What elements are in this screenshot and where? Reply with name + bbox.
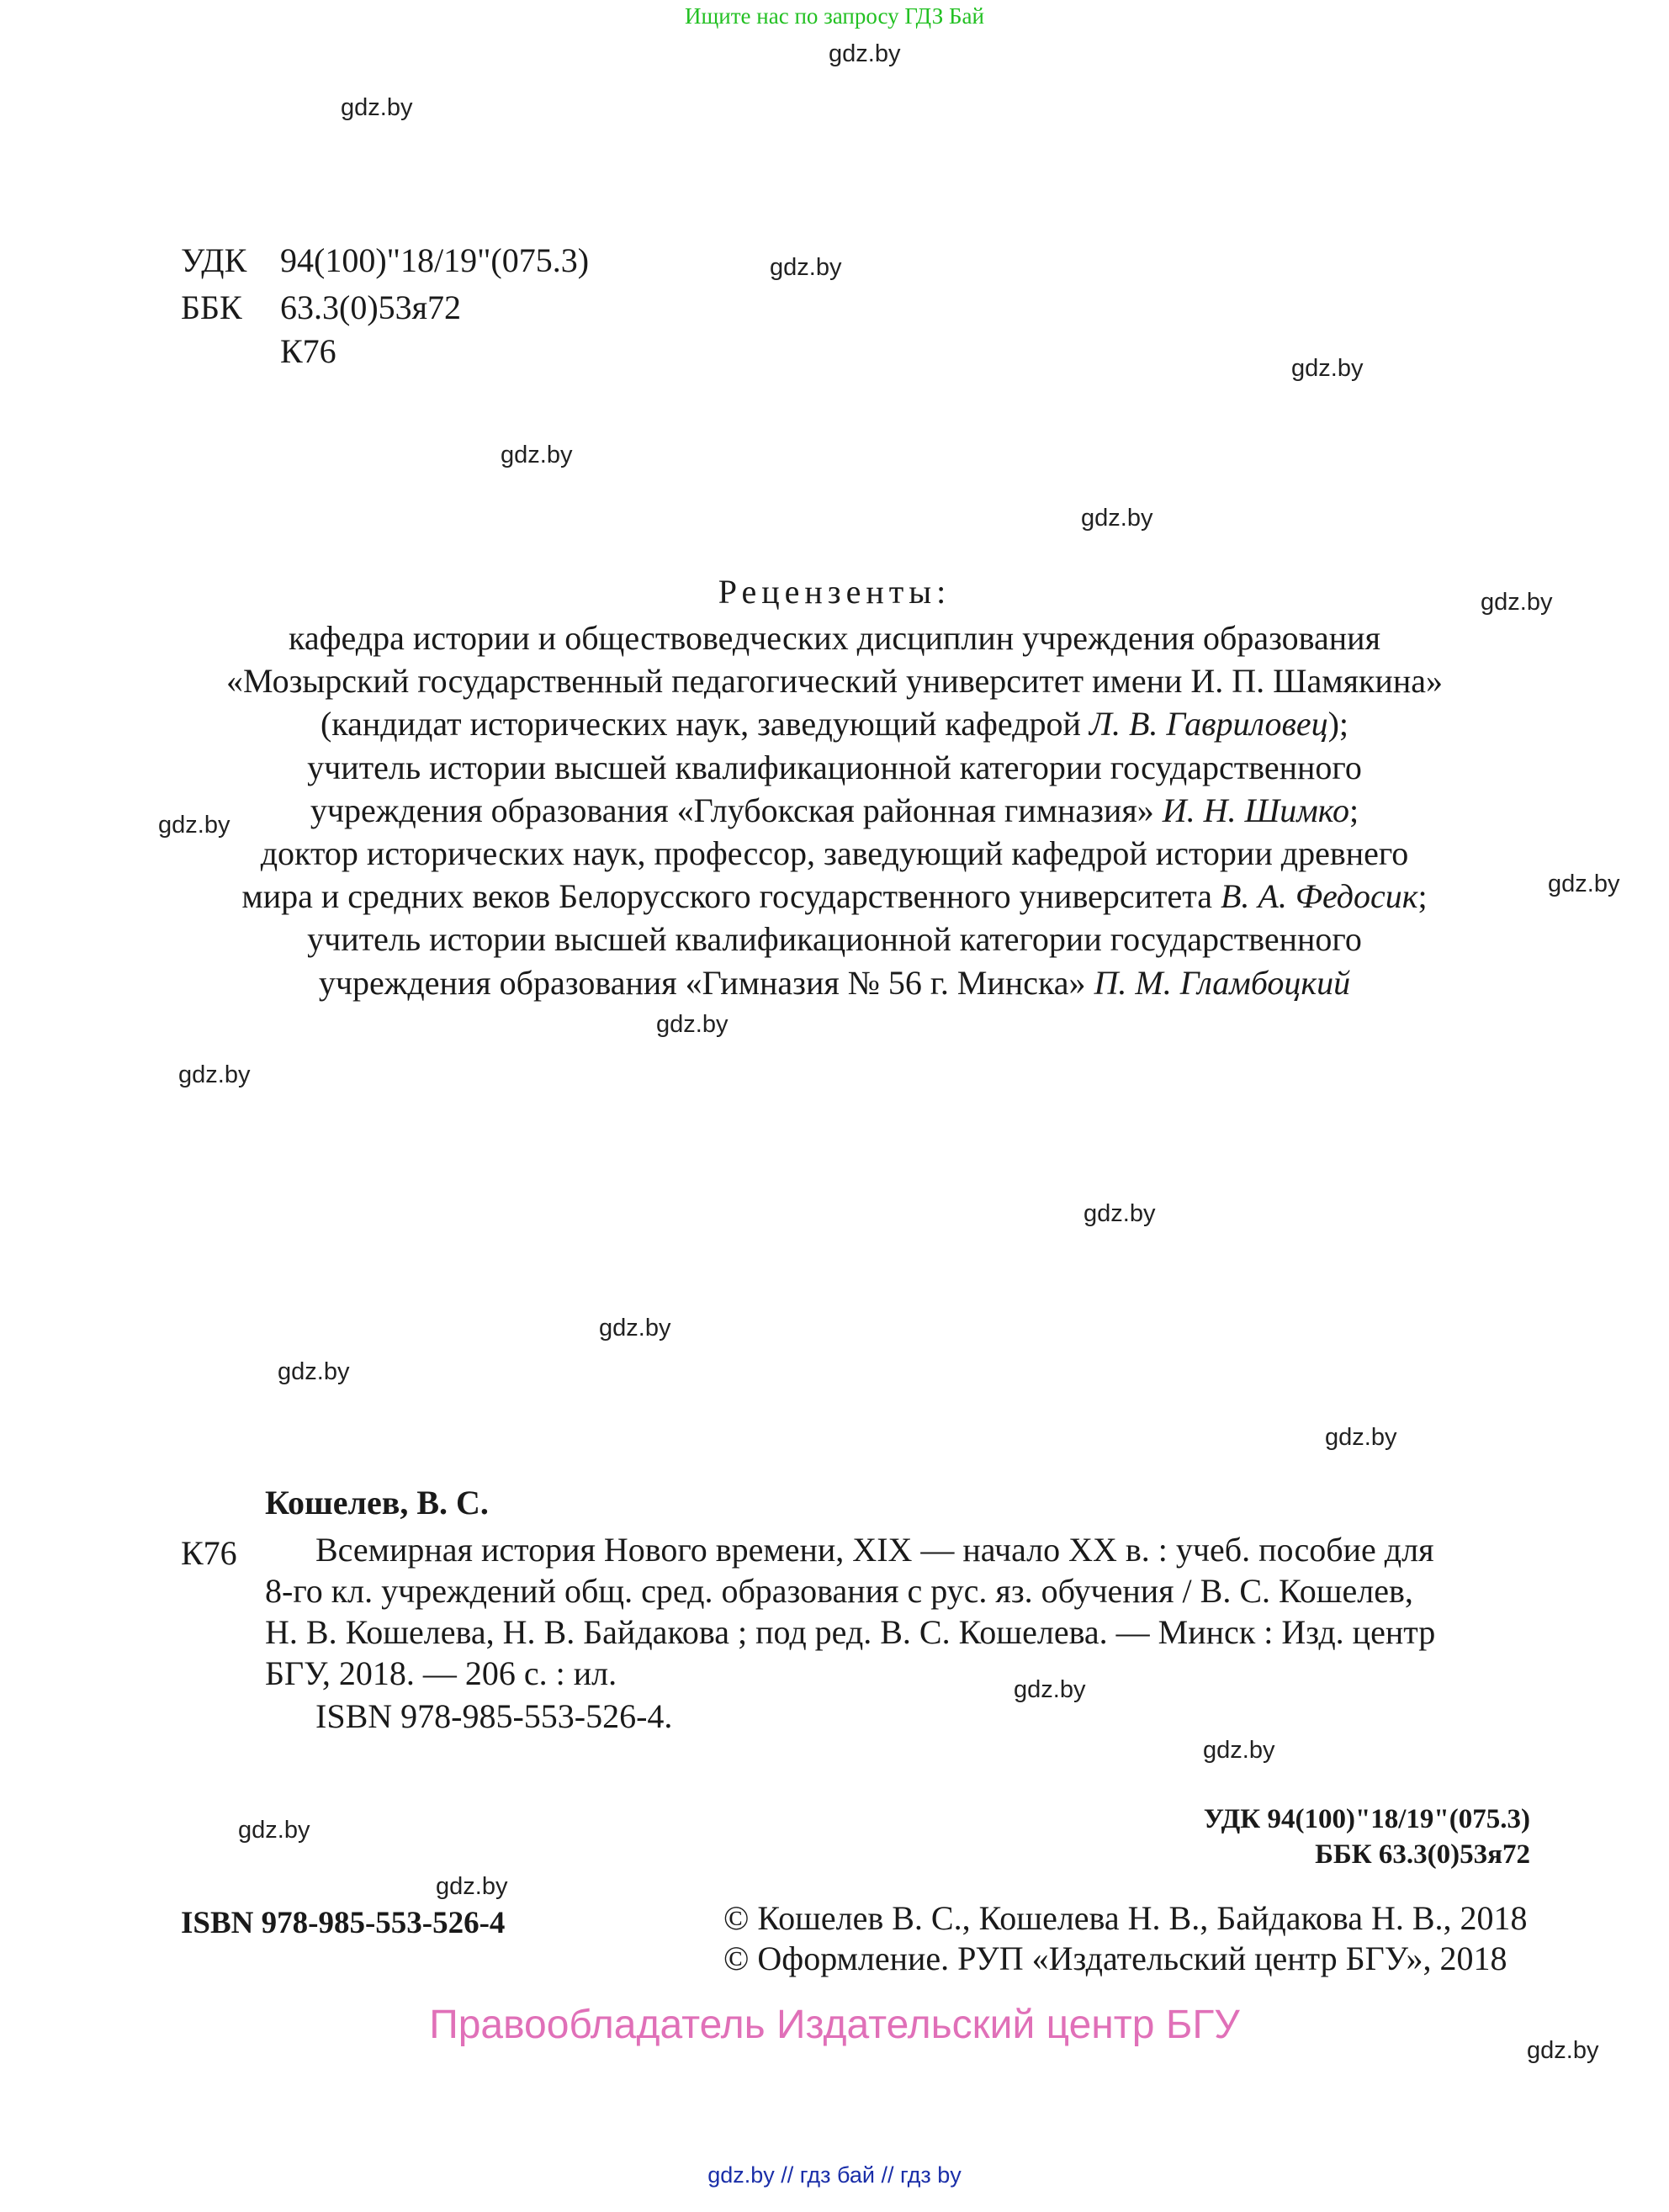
watermark: gdz.by (1014, 1676, 1086, 1703)
watermark: gdz.by (1291, 355, 1364, 382)
watermark: gdz.by (1527, 2037, 1599, 2064)
reviewer-line: учитель истории высшей квалификационной категории государственного (307, 748, 1362, 786)
reviewer-line: доктор исторических наук, профессор, заведующий кафедрой истории древнего (260, 834, 1409, 873)
watermark: gdz.by (656, 1011, 729, 1038)
rightsholder-notice: Правообладатель Издательский центр БГУ (429, 2003, 1240, 2047)
watermark: gdz.by (1081, 505, 1153, 532)
card-description-line: БГУ, 2018. — 206 с. : ил. (265, 1654, 617, 1692)
watermark: gdz.by (278, 1358, 350, 1385)
card-description-line: 8-го кл. учреждений общ. сред. образования с рус. яз. обучения / В. С. Кошелев, (265, 1572, 1413, 1610)
copyright-design: © Оформление. РУП «Издательский центр БГУ», 2018 (723, 1939, 1507, 1977)
watermark: gdz.by (1481, 589, 1553, 616)
reviewer-line: «Мозырский государственный педагогический университет имени И. П. Шамякина» (226, 662, 1443, 701)
udk-label: УДК (181, 241, 247, 279)
reviewer-name: П. М. Гламбоцкий (1094, 963, 1351, 1002)
watermark: gdz.by (238, 1817, 310, 1844)
reviewer-line: (кандидат исторических наук, заведующий кафедрой Л. В. Гавриловец); (320, 705, 1349, 744)
card-isbn: ISBN 978-985-553-526-4. (315, 1697, 673, 1735)
reviewer-line: мира и средних веков Белорусского государственного университета В. А. Федосик; (241, 877, 1428, 916)
isbn: ISBN 978-985-553-526-4 (181, 1906, 506, 1940)
card-author-mark: К76 (181, 1534, 237, 1572)
card-description-line: Н. В. Кошелева, Н. В. Байдакова ; под ред. В. С. Кошелева. — Минск : Изд. центр (265, 1613, 1436, 1651)
top-banner: Ищите нас по запросу ГДЗ Бай (685, 3, 984, 29)
watermark: gdz.by (501, 442, 573, 468)
watermark: gdz.by (1203, 1737, 1275, 1764)
card-udk: УДК 94(100)"18/19"(075.3) (1203, 1804, 1530, 1834)
watermark: gdz.by (178, 1061, 251, 1088)
watermark: gdz.by (158, 812, 230, 839)
card-description-line: Всемирная история Нового времени, XIX — начало XX в. : учеб. пособие для (315, 1531, 1434, 1569)
reviewer-name: И. Н. Шимко (1162, 791, 1349, 829)
reviewer-line: учреждения образования «Глубокская районная гимназия» И. Н. Шимко; (310, 791, 1359, 829)
watermark: gdz.by (829, 40, 901, 67)
reviewer-line: учитель истории высшей квалификационной категории государственного (307, 920, 1362, 959)
watermark: gdz.by (1548, 871, 1620, 897)
reviewers-heading: Рецензенты: (718, 573, 951, 611)
copyright-authors: © Кошелев В. С., Кошелева Н. В., Байдакова Н. В., 2018 (723, 1899, 1528, 1937)
reviewer-line: учреждения образования «Гимназия № 56 г. Минска» П. М. Гламбоцкий (318, 963, 1351, 1002)
card-author-heading: Кошелев, В. С. (265, 1484, 489, 1521)
author-mark: К76 (280, 332, 336, 370)
reviewer-line: кафедра истории и обществоведческих дисциплин учреждения образования (289, 619, 1380, 657)
reviewer-name: В. А. Федосик (1221, 877, 1418, 916)
udk-value: 94(100)"18/19"(075.3) (280, 241, 590, 279)
watermark: gdz.by (1084, 1200, 1156, 1227)
watermark: gdz.by (770, 254, 842, 281)
bbk-value: 63.3(0)53я72 (280, 288, 462, 326)
watermark: gdz.by (599, 1315, 671, 1341)
watermark: gdz.by (1325, 1424, 1397, 1451)
watermark: gdz.by (436, 1873, 508, 1900)
footer-links: gdz.by // гдз бай // гдз by (707, 2162, 962, 2188)
reviewer-name: Л. В. Гавриловец (1089, 705, 1328, 744)
bbk-label: ББК (181, 288, 242, 326)
watermark: gdz.by (341, 94, 413, 121)
reviewers-list (126, 617, 1543, 1004)
card-bbk: ББК 63.3(0)53я72 (1315, 1839, 1530, 1870)
